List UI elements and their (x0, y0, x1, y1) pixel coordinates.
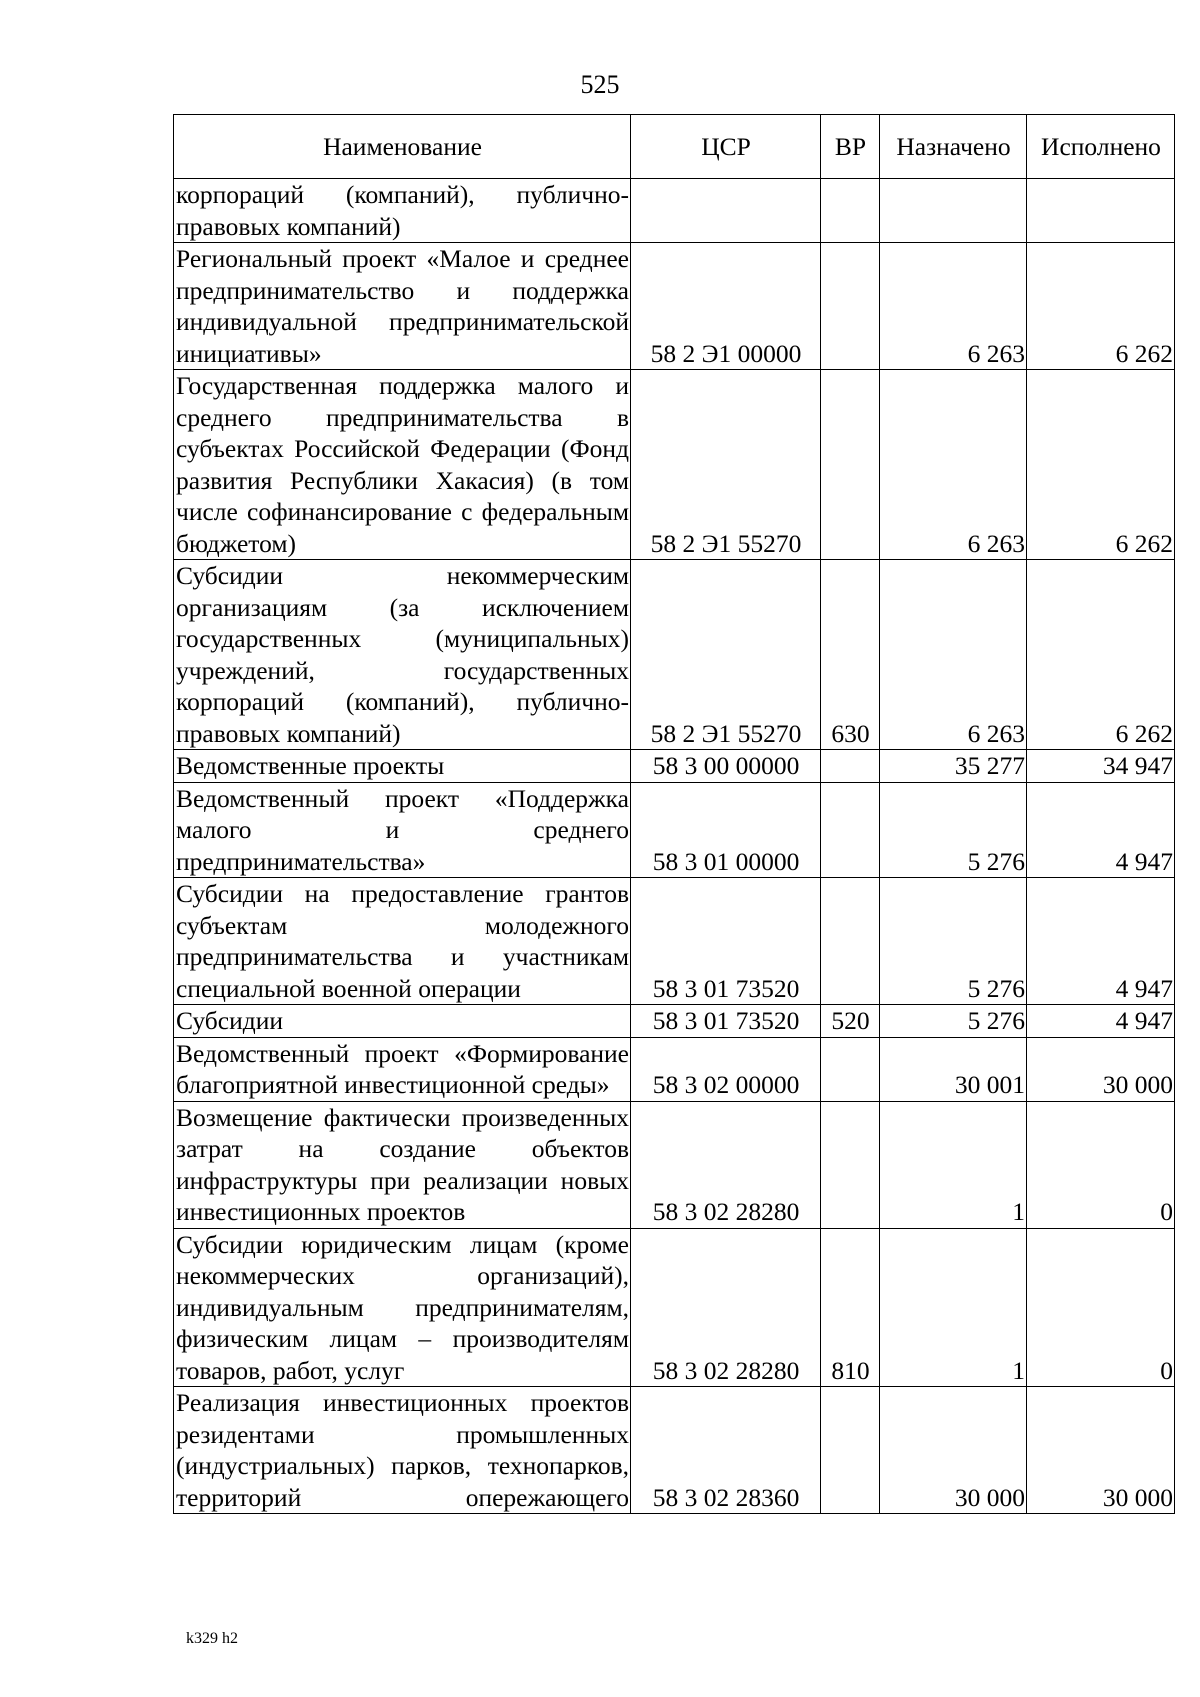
row-name: Субсидии на предоставление грантов субъектам молодежного предпринимательства и участникам специальной военной операции (174, 878, 631, 1005)
row-csr: 58 3 00 00000 (631, 750, 821, 783)
row-csr (631, 179, 821, 243)
row-assigned (880, 179, 1027, 243)
row-vr (821, 1101, 880, 1228)
table-row (174, 1228, 1175, 1387)
row-executed: 0 (1027, 1228, 1175, 1387)
row-vr (821, 1387, 880, 1514)
row-executed: 4 947 (1027, 1005, 1175, 1038)
row-vr (821, 750, 880, 783)
table-header-row (174, 115, 1175, 179)
row-vr (821, 878, 880, 1005)
table-row (174, 1101, 1175, 1228)
row-name: Ведомственные проекты (174, 750, 631, 783)
row-name: Государственная поддержка малого и среднего предпринимательства в субъектах Российской Федерации (Фонд развития Республики Хакасия) (в том числе софинансирование с федеральным бюджетом) (174, 370, 631, 560)
row-csr: 58 3 01 00000 (631, 782, 821, 878)
page-number: 525 (580, 70, 620, 99)
row-executed: 30 000 (1027, 1387, 1175, 1514)
table-row (174, 1037, 1175, 1101)
table-row (174, 1387, 1175, 1514)
row-name: Реализация инвестиционных проектов резидентами промышленных (индустриальных) парков, технопарков, территорий опережающего (174, 1387, 631, 1514)
row-executed: 6 262 (1027, 243, 1175, 370)
row-name: Ведомственный проект «Формирование благоприятной инвестиционной среды» (174, 1037, 631, 1101)
table-row (174, 560, 1175, 750)
header-assigned: Назначено (880, 115, 1027, 179)
table-row (174, 243, 1175, 370)
row-executed (1027, 179, 1175, 243)
row-vr: 630 (821, 560, 880, 750)
row-executed: 30 000 (1027, 1037, 1175, 1101)
row-csr: 58 3 02 28280 (631, 1101, 821, 1228)
row-csr: 58 2 Э1 00000 (631, 243, 821, 370)
table-row (174, 179, 1175, 243)
header-vr: ВР (821, 115, 880, 179)
row-name: Субсидии (174, 1005, 631, 1038)
row-executed: 4 947 (1027, 782, 1175, 878)
row-executed: 4 947 (1027, 878, 1175, 1005)
header-executed: Исполнено (1027, 115, 1175, 179)
row-executed: 0 (1027, 1101, 1175, 1228)
header-name: Наименование (174, 115, 631, 179)
row-vr: 810 (821, 1228, 880, 1387)
row-vr (821, 370, 880, 560)
row-assigned: 6 263 (880, 370, 1027, 560)
row-executed: 34 947 (1027, 750, 1175, 783)
row-assigned: 5 276 (880, 782, 1027, 878)
row-csr: 58 3 02 00000 (631, 1037, 821, 1101)
row-csr: 58 3 02 28360 (631, 1387, 821, 1514)
header-csr: ЦСР (631, 115, 821, 179)
row-executed: 6 262 (1027, 370, 1175, 560)
row-executed: 6 262 (1027, 560, 1175, 750)
row-vr: 520 (821, 1005, 880, 1038)
row-vr (821, 1037, 880, 1101)
budget-execution-table (173, 114, 1175, 1514)
row-name: Ведомственный проект «Поддержка малого и среднего предпринимательства» (174, 782, 631, 878)
row-vr (821, 782, 880, 878)
table-row (174, 878, 1175, 1005)
row-vr (821, 243, 880, 370)
row-name: Субсидии некоммерческим организациям (за исключением государственных (муниципальных) учреждений, государственных корпораций (компаний), публично-правовых компаний) (174, 560, 631, 750)
row-assigned: 6 263 (880, 243, 1027, 370)
row-csr: 58 3 02 28280 (631, 1228, 821, 1387)
row-csr: 58 2 Э1 55270 (631, 560, 821, 750)
table-row (174, 782, 1175, 878)
row-name: Возмещение фактически произведенных затрат на создание объектов инфраструктуры при реализации новых инвестиционных проектов (174, 1101, 631, 1228)
row-csr: 58 2 Э1 55270 (631, 370, 821, 560)
row-vr (821, 179, 880, 243)
row-name: Региональный проект «Малое и среднее предпринимательство и поддержка индивидуальной предпринимательской инициативы» (174, 243, 631, 370)
row-assigned: 5 276 (880, 878, 1027, 1005)
row-assigned: 6 263 (880, 560, 1027, 750)
footer-document-code: k329 h2 (186, 1630, 238, 1647)
row-assigned: 1 (880, 1101, 1027, 1228)
row-csr: 58 3 01 73520 (631, 1005, 821, 1038)
table-row (174, 750, 1175, 783)
row-assigned: 35 277 (880, 750, 1027, 783)
row-name: корпораций (компаний), публично-правовых компаний) (174, 179, 631, 243)
row-assigned: 30 001 (880, 1037, 1027, 1101)
row-assigned: 5 276 (880, 1005, 1027, 1038)
row-csr: 58 3 01 73520 (631, 878, 821, 1005)
table-row (174, 370, 1175, 560)
row-name: Субсидии юридическим лицам (кроме некоммерческих организаций), индивидуальным предпринимателям, физическим лицам – производителям товаров, работ, услуг (174, 1228, 631, 1387)
row-assigned: 1 (880, 1228, 1027, 1387)
row-assigned: 30 000 (880, 1387, 1027, 1514)
table-row (174, 1005, 1175, 1038)
